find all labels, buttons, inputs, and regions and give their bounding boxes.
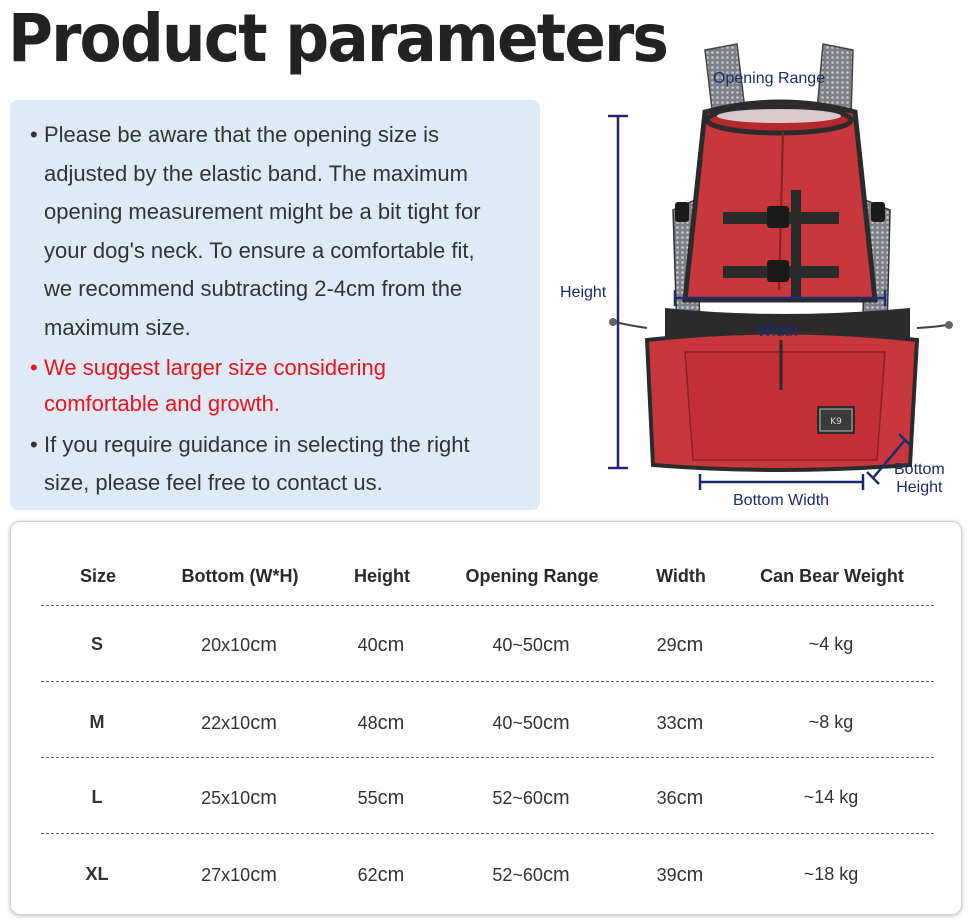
note-line: opening measurement might be a bit tight for — [44, 199, 481, 225]
height-value: 62 — [357, 865, 378, 885]
opening-range-label: Opening Range — [713, 70, 826, 87]
unit: cm — [250, 634, 277, 656]
note-line: your dog's neck. To ensure a comfortable fit, — [44, 237, 475, 263]
unit: cm — [542, 864, 570, 886]
unit: cm — [377, 712, 405, 734]
opening-cell — [492, 712, 569, 735]
height-value: 55 — [357, 788, 378, 808]
unit: cm — [250, 712, 277, 734]
row-divider — [41, 833, 934, 834]
bottom-value: 27x10 — [201, 865, 251, 885]
height-label: Height — [560, 284, 607, 301]
unit: cm — [542, 712, 570, 734]
opening-value: 52~60 — [492, 788, 543, 808]
unit: cm — [542, 787, 570, 809]
weight-cell: ~4 kg — [808, 634, 854, 654]
weight-cell: ~18 kg — [803, 864, 859, 884]
bullet: • — [30, 354, 38, 380]
height-cell — [358, 864, 405, 887]
note-line: maximum size. — [44, 314, 191, 340]
opening-cell — [492, 864, 569, 887]
badge-text: K9 — [830, 417, 842, 427]
note-larger-size — [30, 350, 524, 422]
bullet: • — [30, 431, 38, 457]
unit: cm — [377, 787, 405, 809]
bottom-width-label: Bottom Width — [733, 492, 830, 509]
unit: cm — [676, 787, 704, 809]
size-table — [10, 521, 962, 915]
header-opening-range: Opening Range — [465, 566, 599, 586]
notes-panel — [10, 100, 540, 510]
weight-cell: ~14 kg — [803, 787, 859, 807]
header-bottom: Bottom (W*H) — [181, 566, 299, 586]
width-value: 29 — [656, 635, 677, 655]
row-divider — [41, 605, 934, 606]
bottom-height-label-line1: Bottom — [894, 461, 945, 478]
size-cell: M — [89, 712, 105, 732]
unit: cm — [676, 634, 704, 656]
bottom-value: 22x10 — [201, 713, 251, 733]
width-cell — [657, 634, 704, 657]
note-line: If you require guidance in selecting the right — [44, 431, 470, 457]
dog-backpack-image — [555, 40, 970, 515]
bullet: • — [30, 122, 38, 147]
header-can-bear-weight: Can Bear Weight — [760, 566, 904, 586]
row-divider — [41, 681, 934, 682]
size-cell: L — [91, 787, 103, 807]
bottom-cell — [201, 864, 277, 887]
note-line: we recommend subtracting 2-4cm from the — [44, 276, 463, 302]
unit: cm — [250, 787, 277, 809]
opening-cell — [492, 634, 569, 657]
unit: cm — [377, 864, 405, 886]
height-cell — [358, 787, 405, 810]
bottom-cell — [201, 712, 277, 735]
width-value: 39 — [656, 865, 677, 885]
height-cell — [358, 634, 405, 657]
bottom-value: 25x10 — [201, 788, 251, 808]
note-elastic — [30, 116, 524, 348]
bottom-cell — [201, 787, 277, 810]
bottom-cell — [201, 634, 277, 657]
row-divider — [41, 757, 934, 758]
unit: cm — [377, 634, 405, 656]
width-label: Width — [757, 323, 798, 340]
note-line: size, please feel free to contact us. — [44, 470, 383, 496]
note-line: We suggest larger size considering — [44, 354, 386, 380]
width-cell — [657, 712, 704, 735]
note-line: adjusted by the elastic band. The maximum — [44, 160, 468, 186]
width-cell — [657, 787, 704, 810]
page-title: Product parameters — [8, 0, 668, 77]
opening-value: 40~50 — [492, 635, 543, 655]
opening-value: 52~60 — [492, 865, 543, 885]
width-value: 36 — [656, 788, 677, 808]
size-cell: S — [90, 634, 104, 654]
header-size: Size — [79, 566, 117, 586]
bottom-height-label — [894, 461, 945, 497]
opening-cell — [492, 787, 569, 810]
height-value: 48 — [357, 713, 378, 733]
bottom-height-label-line2: Height — [896, 479, 943, 496]
note-line: comfortable and growth. — [44, 390, 281, 416]
product-diagram — [555, 40, 970, 515]
width-cell — [657, 864, 704, 887]
bottom-value: 20x10 — [201, 635, 251, 655]
header-height: Height — [354, 566, 410, 586]
height-cell — [358, 712, 405, 735]
note-contact — [30, 426, 524, 503]
size-cell: XL — [85, 864, 109, 884]
height-value: 40 — [357, 635, 378, 655]
width-value: 33 — [656, 713, 677, 733]
unit: cm — [676, 864, 704, 886]
note-line: Please be aware that the opening size is — [44, 122, 440, 147]
unit: cm — [542, 634, 570, 656]
header-width: Width — [656, 566, 706, 586]
weight-cell: ~8 kg — [808, 712, 854, 732]
unit: cm — [676, 712, 704, 734]
unit: cm — [250, 864, 277, 886]
opening-value: 40~50 — [492, 713, 543, 733]
